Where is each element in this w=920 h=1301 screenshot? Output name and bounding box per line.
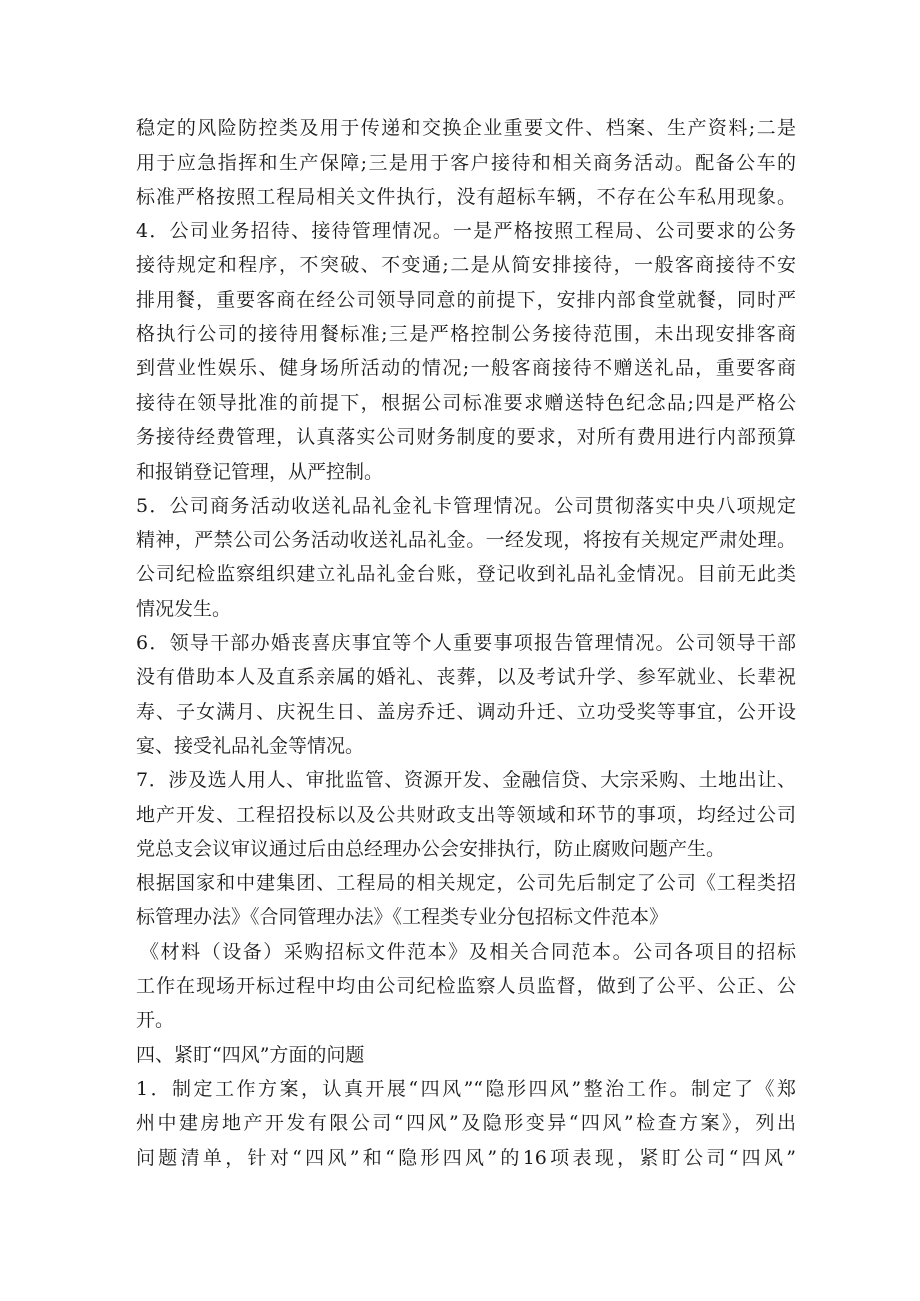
text-line: 根据国家和中建集团、工程局的相关规定，公司先后制定了公司《工程类招 <box>136 872 796 894</box>
text-line: 7．涉及选人用人、审批监管、资源开发、金融信贷、大宗采购、土地出让、 <box>136 769 796 791</box>
text-line: 寿、子女满月、庆祝生日、盖房乔迁、调动升迁、立功受奖等事宜，公开设 <box>136 701 796 723</box>
text-line: 和报销登记管理，从严控制。 <box>136 461 384 483</box>
text-line: 标管理办法》《合同管理办法》《工程类专业分包招标文件范本》 <box>136 906 669 928</box>
text-line: 《材料（设备）采购招标文件范本》及相关合同范本。公司各项目的招标 <box>140 941 796 963</box>
text-line: 接待在领导批准的前提下，根据公司标准要求赠送特色纪念品;四是严格公 <box>136 392 796 414</box>
text-line: 到营业性娱乐、健身场所活动的情况;一般客商接待不赠送礼品，重要客商 <box>136 357 796 379</box>
text-line: 4．公司业务招待、接待管理情况。一是严格按照工程局、公司要求的公务 <box>136 220 796 242</box>
text-line: 州中建房地产开发有限公司“四风”及隐形变异“四风”检查方案》，列出 <box>136 1112 796 1134</box>
text-line: 用于应急指挥和生产保障;三是用于客户接待和相关商务活动。配备公车的 <box>136 152 796 174</box>
text-line: 接待规定和程序，不突破、不变通;二是从简安排接待，一般客商接待不安 <box>136 254 796 276</box>
text-line: 稳定的风险防控类及用于传递和交换企业重要文件、档案、生产资料;二是 <box>136 117 796 139</box>
text-line: 排用餐，重要客商在经公司领导同意的前提下，安排内部食堂就餐，同时严 <box>136 289 796 311</box>
text-line: 务接待经费管理，认真落实公司财务制度的要求，对所有费用进行内部预算 <box>136 426 796 448</box>
text-line: 格执行公司的接待用餐标准;三是严格控制公务接待范围，未出现安排客商 <box>136 323 796 345</box>
text-line: 问题清单，针对“四风”和“隐形四风”的16项表现，紧盯公司“四风” <box>136 1147 796 1169</box>
text-line: 开。 <box>136 1009 175 1031</box>
text-line: 宴、接受礼品礼金等情况。 <box>136 735 365 757</box>
section-heading: 四、紧盯“四风”方面的问题 <box>136 1044 365 1066</box>
text-line: 6．领导干部办婚丧喜庆事宜等个人重要事项报告管理情况。公司领导干部 <box>136 632 796 654</box>
text-line: 标准严格按照工程局相关文件执行，没有超标车辆，不存在公车私用现象。 <box>136 186 796 208</box>
text-line: 5．公司商务活动收送礼品礼金礼卡管理情况。公司贯彻落实中央八项规定 <box>136 495 796 517</box>
text-line: 工作在现场开标过程中均由公司纪检监察人员监督，做到了公平、公正、公 <box>136 975 796 997</box>
text-line: 精神，严禁公司公务活动收送礼品礼金。一经发现，将按有关规定严肃处理。 <box>136 529 796 551</box>
text-line: 没有借助本人及直系亲属的婚礼、丧葬，以及考试升学、参军就业、长辈祝 <box>136 666 796 688</box>
text-line: 公司纪检监察组织建立礼品礼金台账，登记收到礼品礼金情况。目前无此类 <box>136 563 796 585</box>
text-line: 党总支会议审议通过后由总经理办公会安排执行，防止腐败问题产生。 <box>136 838 726 860</box>
text-line: 情况发生。 <box>136 598 232 620</box>
text-line: 1．制定工作方案，认真开展“四风”“隐形四风”整治工作。制定了《郑 <box>136 1078 796 1100</box>
text-line: 地产开发、工程招投标以及公共财政支出等领域和环节的事项，均经过公司 <box>136 804 796 826</box>
